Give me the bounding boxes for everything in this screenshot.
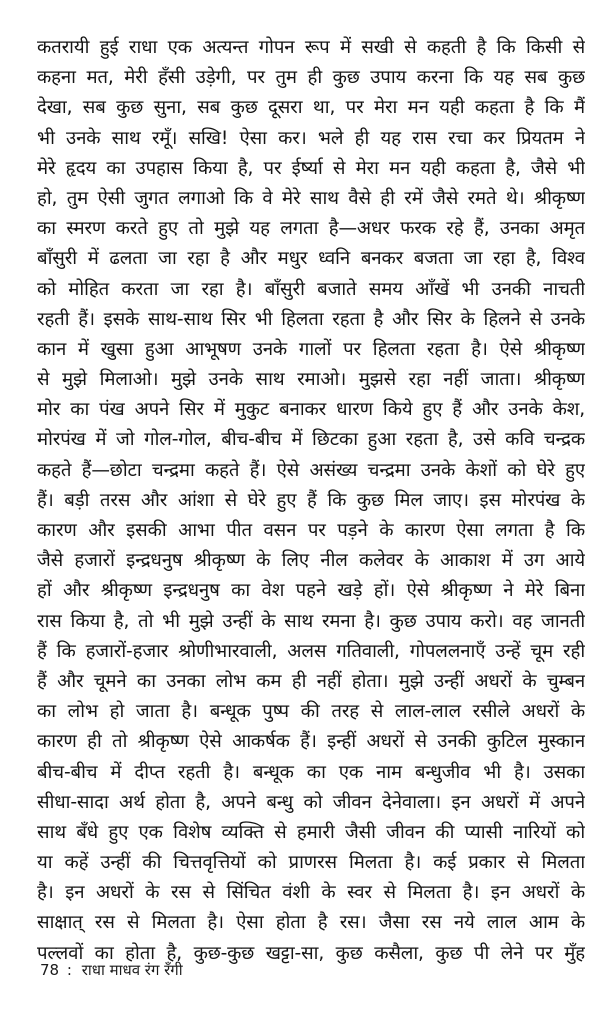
text-line: जैसे हजारों इन्द्रधनुष श्रीकृष्ण के लिए नील कलेवर के आकाश में उग आये bbox=[37, 550, 585, 572]
text-line: से मुझे मिलाओ। मुझे उनके साथ रमाओ। मुझसे रहा नहीं जाता। श्रीकृष्ण bbox=[37, 369, 585, 391]
page-number: 78 bbox=[40, 961, 60, 979]
body-text bbox=[37, 33, 585, 969]
text-line: हैं। बड़ी तरस और आंशा से घेरे हुए हैं कि कुछ मिल जाए। इस मोरपंख के bbox=[37, 489, 585, 511]
text-line: कान में खुसा हुआ आभूषण उनके गालों पर हिलता रहता है। ऐसे श्रीकृष्ण bbox=[37, 338, 585, 360]
text-line: हैं और चूमने का उनका लोभ कम ही नहीं होता। मुझे उन्हीं अधरों के चुम्बन bbox=[37, 670, 585, 692]
text-line: बाँसुरी में ढलता जा रहा है और मधुर ध्वनि बनकर बजता जा रहा है, विश्व bbox=[37, 248, 585, 270]
text-line: मोरपंख में जो गोल-गोल, बीच-बीच में छिटका हुआ रहता है, उसे कवि चन्द्रक bbox=[37, 429, 585, 451]
text-line: सीधा-सादा अर्थ होता है, अपने बन्धु को जीवन देनेवाला। इन अधरों में अपने bbox=[37, 791, 585, 813]
text-line: कहना मत, मेरी हँसी उड़ेगी, पर तुम ही कुछ उपाय करना कि यह सब कुछ bbox=[37, 67, 585, 89]
text-line: बीच-बीच में दीप्त रहती है। बन्धूक का एक नाम बन्धुजीव भी है। उसका bbox=[37, 761, 585, 783]
text-line: हों और श्रीकृष्ण इन्द्रधनुष का वेश पहने खड़े हों। ऐसे श्रीकृष्ण ने मेरे बिना bbox=[37, 580, 585, 602]
text-line: रास किया है, तो भी मुझे उन्हीं के साथ रमना है। कुछ उपाय करो। वह जानती bbox=[37, 610, 585, 632]
text-line: भी उनके साथ रमूँ। सखि! ऐसा कर। भले ही यह रास रचा कर प्रियतम ने bbox=[37, 127, 585, 149]
text-line: हैं कि हजारों-हजार श्रोणीभारवाली, अलस गतिवाली, गोपललनाएँ उन्हें चूम रही bbox=[37, 640, 585, 662]
text-line: कारण और इसकी आभा पीत वसन पर पड़ने के कारण ऐसा लगता है कि bbox=[37, 520, 585, 541]
text-line: साथ बँधे हुए एक विशेष व्यक्ति से हमारी जैसी जीवन की प्यासी नारियों को bbox=[37, 821, 585, 843]
text-line: हो, तुम ऐसी जुगत लगाओ कि वे मेरे साथ वैसे ही रमें जैसे रमते थे। श्रीकृष्ण bbox=[37, 187, 585, 209]
text-line: रहती हैं। इसके साथ-साथ सिर भी हिलता रहता है और सिर के हिलने से उनके bbox=[37, 308, 585, 330]
text-line: देखा, सब कुछ सुना, सब कुछ दूसरा था, पर मेरा मन यही कहता है कि मैं bbox=[37, 97, 585, 119]
text-line: साक्षात् रस से मिलता है। ऐसा होता है रस। जैसा रस नये लाल आम के bbox=[37, 912, 585, 934]
text-line: कारण ही तो श्रीकृष्ण ऐसे आकर्षक हैं। इन्हीं अधरों से उनकी कुटिल मुस्कान bbox=[37, 731, 585, 753]
text-line: का स्मरण करते हुए तो मुझे यह लगता है—अधर फरक रहे हैं, उनका अमृत bbox=[37, 218, 585, 240]
text-line: का लोभ हो जाता है। बन्धूक पुष्प की तरह से लाल-लाल रसीले अधरों के bbox=[37, 701, 585, 723]
text-line: या कहें उन्हीं की चित्तवृत्तियों को प्राणरस मिलता है। कई प्रकार से मिलता bbox=[37, 852, 585, 874]
text-line: कतरायी हुई राधा एक अत्यन्त गोपन रूप में सखी से कहती है कि किसी से bbox=[37, 37, 585, 58]
text-line: पल्लवों का होता है, कुछ-कुछ खट्टा-सा, कुछ कसैला, कुछ पी लेने पर मुँह bbox=[37, 942, 585, 964]
text-line: को मोहित करता जा रहा है। बाँसुरी बजाते समय आँखें भी उनकी नाचती bbox=[37, 278, 585, 300]
book-title: राधा माधव रंग रँगी bbox=[81, 961, 183, 979]
text-line: मेरे हृदय का उपहास किया है, पर ईर्ष्या से मेरा मन यही कहता है, जैसे भी bbox=[37, 157, 585, 179]
page-footer bbox=[40, 960, 183, 980]
text-line: कहते हैं—छोटा चन्द्रमा कहते हैं। ऐसे असंख्य चन्द्रमा उनके केशों को घेरे हुए bbox=[37, 459, 585, 481]
text-line: है। इन अधरों के रस से सिंचित वंशी के स्वर से मिलता है। इन अधरों के bbox=[37, 882, 585, 904]
page-body bbox=[37, 33, 585, 969]
text-line: मोर का पंख अपने सिर में मुकुट बनाकर धारण किये हुए हैं और उनके केश, bbox=[37, 399, 585, 421]
footer-separator: : bbox=[66, 961, 72, 979]
